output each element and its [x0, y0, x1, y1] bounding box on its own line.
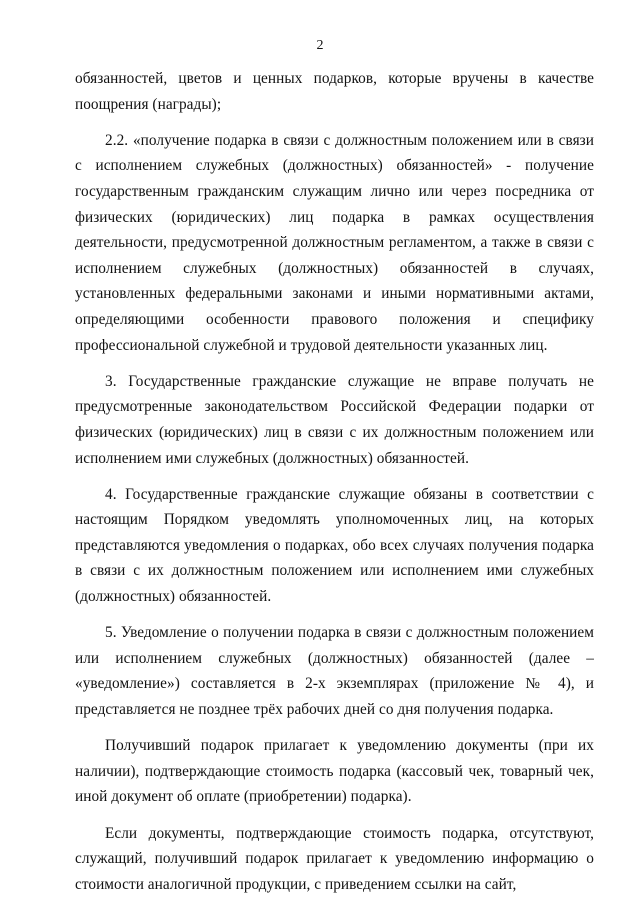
- paragraph-continuation: обязанностей, цветов и ценных подарков, которые вручены в качестве поощрения (награды);: [75, 70, 594, 113]
- paragraph-4: 4. Государственные гражданские служащие обязаны в соответствии с настоящим Порядком уведомлять уполномоченных лиц, на которых представляются уведомления о подарках, обо всех случаях получения подарка в связи с их должностным положением или исполнением ими служебных (должностных) обязанностей.: [75, 485, 594, 606]
- paragraph-documents: Получивший подарок прилагает к уведомлению документы (при их наличии), подтверждающие стоимость подарка (кассовый чек, товарный чек, иной документ об оплате (приобретении) подарка).: [75, 737, 594, 806]
- paragraph-missing-documents: Если документы, подтверждающие стоимость подарка, отсутствуют, служащий, получивший подарок прилагает к уведомлению информацию о стоимости аналогичной продукции, с приведением ссылки на сайт,: [75, 824, 594, 893]
- paragraph-2-2: 2.2. «получение подарка в связи с должностным положением или в связи с исполнением служебных (должностных) обязанностей» - получение государственным гражданским служащим лично или через посредника от физических (юридических) лиц подарка в рамках осуществления деятельности, предусмотренной должностным регламентом, а также в связи с исполнением служебных (должностных) обязанностей в случаях, установленных федеральными законами и иными нормативными актами, определяющими особенности правового положения и специфику профессиональной служебной и трудовой деятельности указанных лиц.: [75, 131, 594, 354]
- paragraph-3: 3. Государственные гражданские служащие не вправе получать не предусмотренные законодательством Российской Федерации подарки от физических (юридических) лиц в связи с их должностным положением или исполнением ими служебных (должностных) обязанностей.: [75, 372, 594, 467]
- paragraph-5: 5. Уведомление о получении подарка в связи с должностным положением или исполнением служебных (должностных) обязанностей (далее – «уведомление») составляется в 2-х экземплярах (приложение № 4), и представляется не позднее трёх рабочих дней со дня получения подарка.: [75, 624, 594, 719]
- page-number: 2: [316, 38, 324, 53]
